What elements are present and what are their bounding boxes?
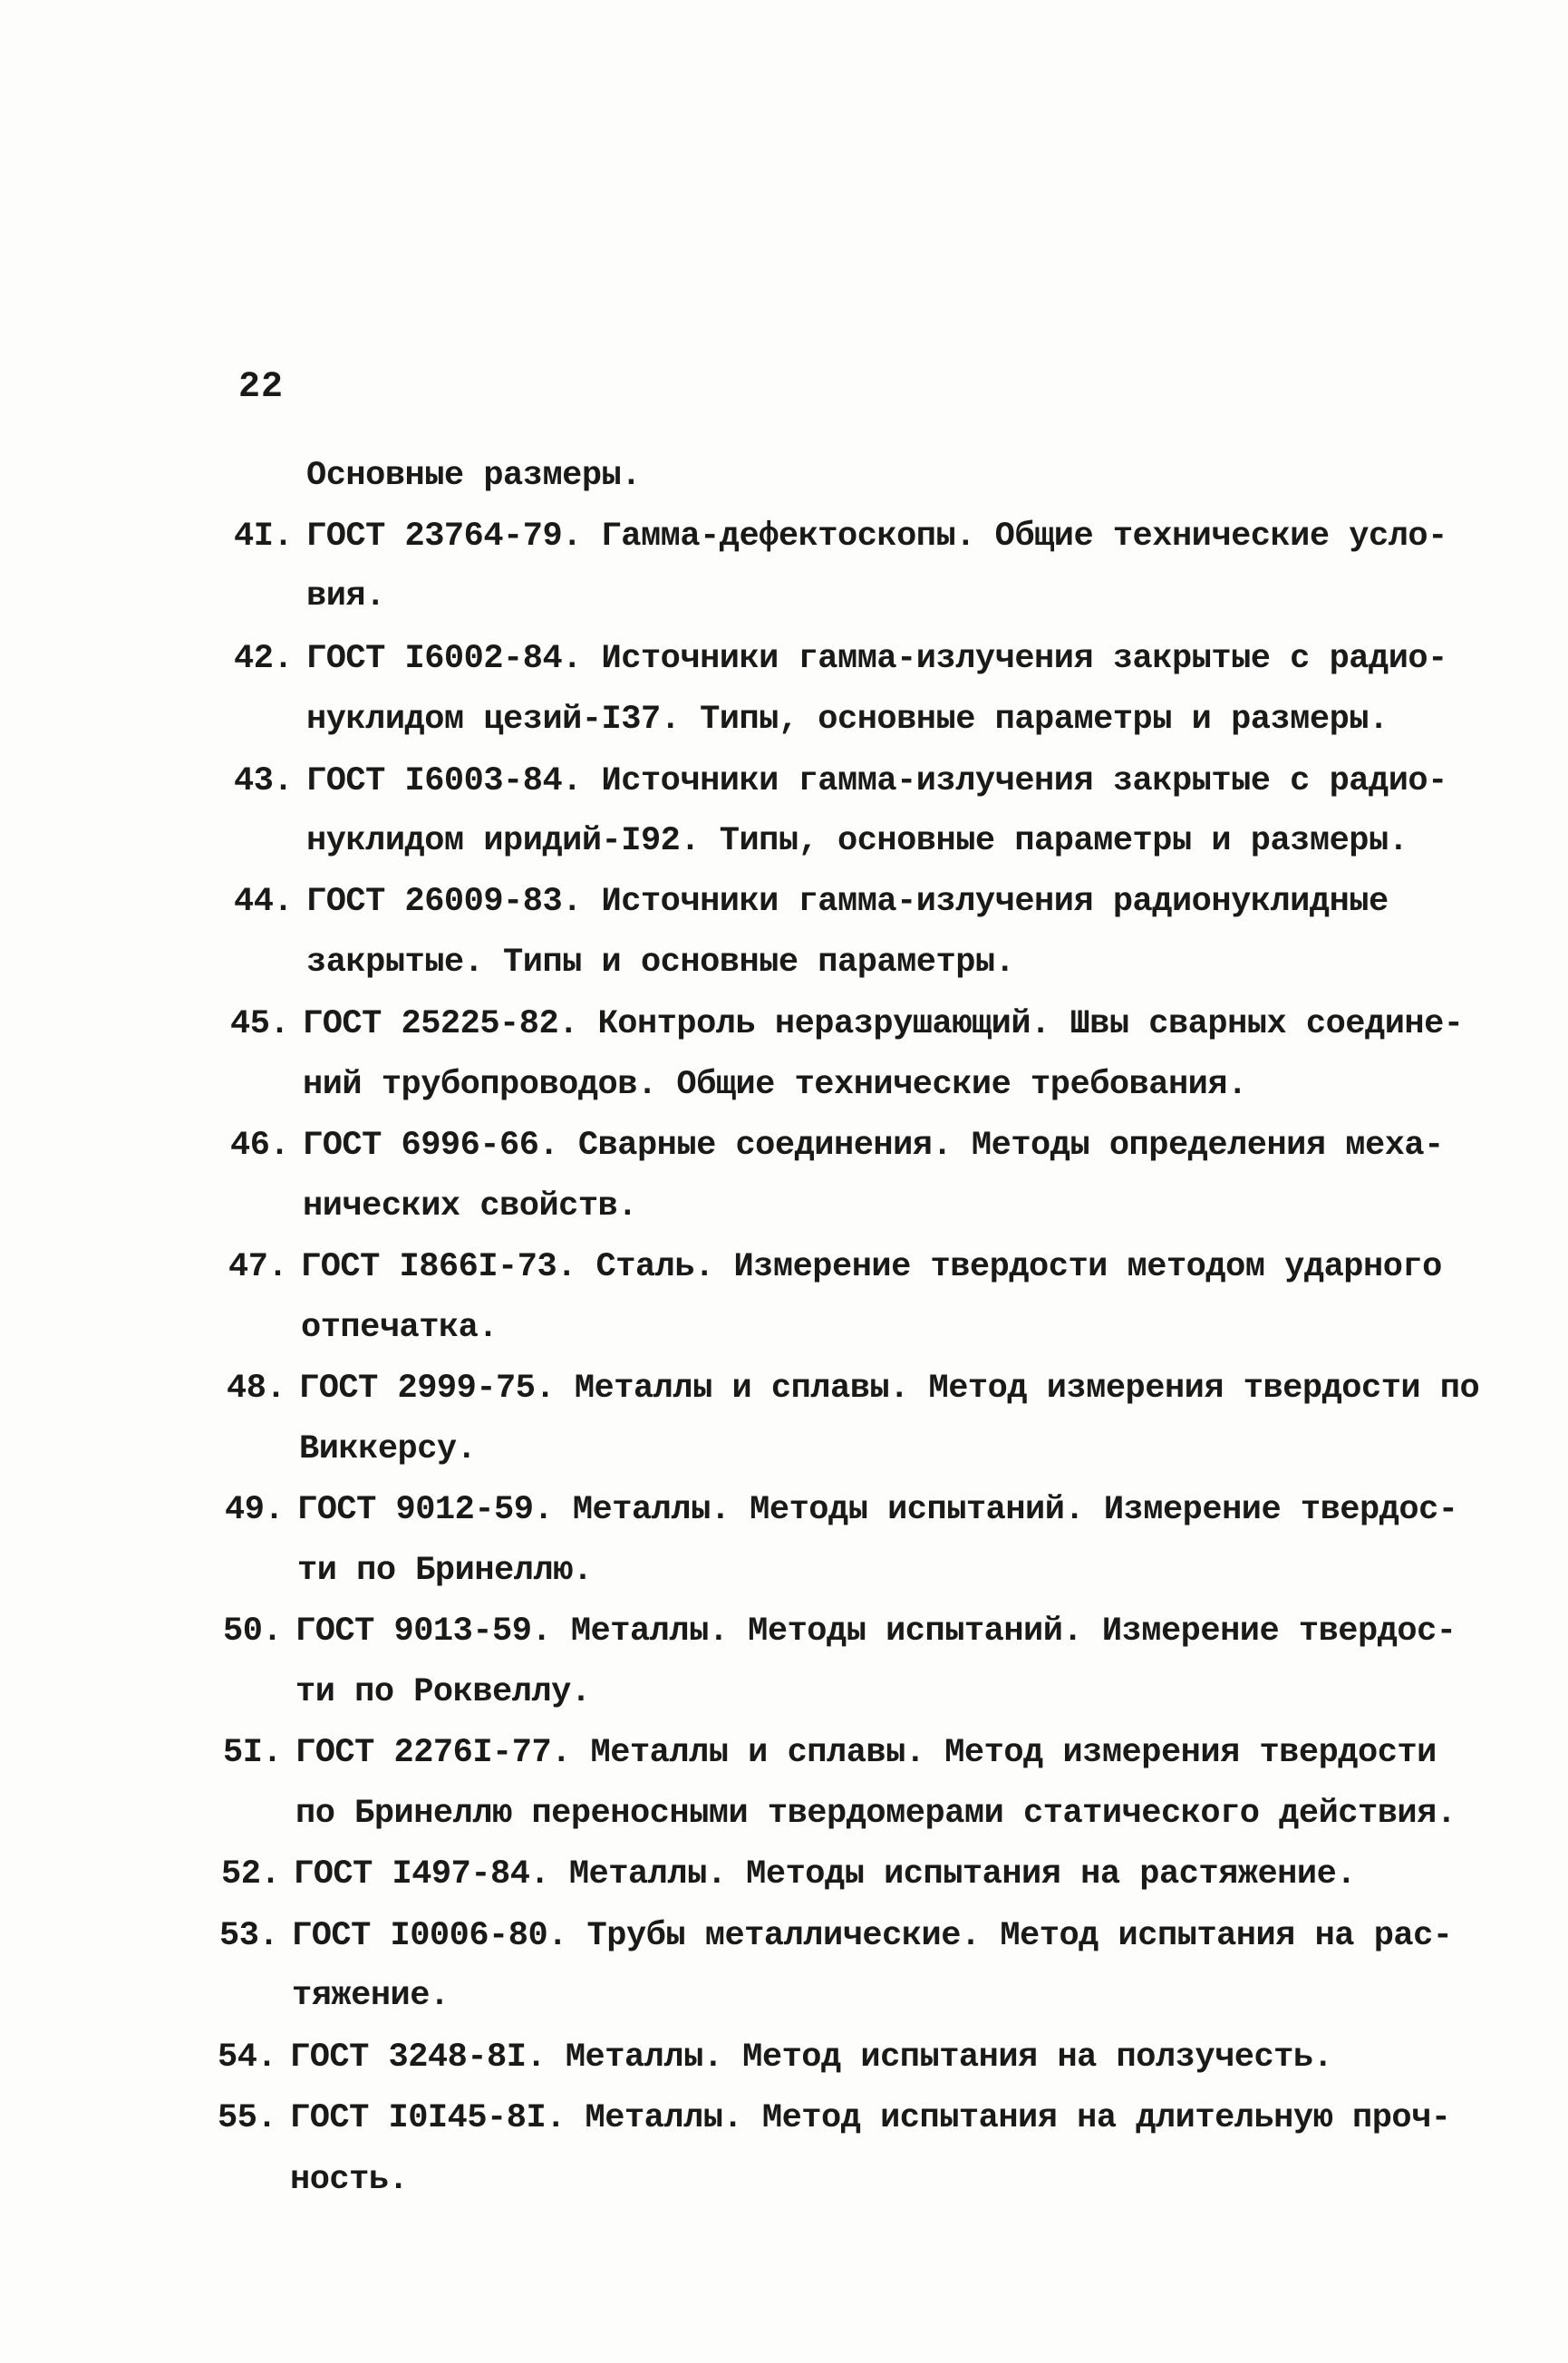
list-item-text: ГОСТ I6003-84. Источники гамма-излучения закрытые с радио- — [306, 762, 1447, 800]
list-item-continuation: нуклидом цезий-I37. Типы, основные параметры и размеры. — [306, 701, 1389, 739]
continuation-line: Основные размеры. — [306, 457, 641, 495]
list-item-number: 47. — [228, 1248, 288, 1286]
list-item-text: ГОСТ I0006-80. Трубы металлические. Метод испытания на рас- — [292, 1917, 1453, 1955]
list-item-text: ГОСТ 6996-66. Сварные соединения. Методы определения меха- — [303, 1127, 1444, 1165]
list-item-number: 43. — [234, 762, 294, 800]
list-item-number: 42. — [234, 640, 294, 678]
list-item-text: ГОСТ I497-84. Металлы. Методы испытания на растяжение. — [294, 1855, 1356, 1893]
page-number: 22 — [238, 367, 285, 408]
list-item-continuation: нуклидом иридий-I92. Типы, основные параметры и размеры. — [306, 822, 1408, 860]
list-item-continuation: вия. — [306, 577, 385, 615]
list-item-number: 53. — [219, 1917, 279, 1955]
list-item-text: ГОСТ 9013-59. Металлы. Методы испытаний. Измерение твердос- — [295, 1612, 1457, 1651]
list-item-text: ГОСТ 2276I-77. Металлы и сплавы. Метод измерения твердости — [295, 1734, 1437, 1772]
list-item-number: 55. — [218, 2099, 277, 2137]
list-item-text: ГОСТ 23764-79. Гамма-дефектоскопы. Общие технические усло- — [306, 518, 1447, 556]
list-item-text: ГОСТ 25225-82. Контроль неразрушающий. Швы сварных соедине- — [303, 1005, 1464, 1043]
list-item-continuation: отпечатка. — [301, 1309, 498, 1347]
list-item-text: ГОСТ 26009-83. Источники гамма-излучения радионуклидные — [306, 883, 1389, 921]
list-item-continuation: по Бринеллю переносными твердомерами статического действия. — [295, 1795, 1457, 1833]
list-item-number: 46. — [230, 1127, 290, 1165]
list-item-number: 49. — [225, 1491, 285, 1529]
list-item-number: 54. — [218, 2039, 277, 2077]
list-item-continuation: Виккерсу. — [299, 1430, 477, 1468]
list-item-continuation: нических свойств. — [303, 1187, 637, 1225]
list-item-continuation: ти по Роквеллу. — [295, 1673, 591, 1711]
list-item-number: 45. — [230, 1005, 290, 1043]
list-item-continuation: ний трубопроводов. Общие технические требования. — [303, 1066, 1247, 1104]
list-item-continuation: ность. — [290, 2161, 409, 2199]
list-item-number: 52. — [221, 1855, 281, 1893]
list-item-number: 4I. — [234, 518, 294, 556]
list-item-number: 5I. — [223, 1734, 283, 1772]
list-item-text: ГОСТ 2999-75. Металлы и сплавы. Метод измерения твердости по — [299, 1370, 1480, 1408]
list-item-text: ГОСТ I6002-84. Источники гамма-излучения закрытые с радио- — [306, 640, 1447, 678]
list-item-continuation: закрытые. Типы и основные параметры. — [306, 944, 1015, 982]
list-item-text: ГОСТ 9012-59. Металлы. Методы испытаний. Измерение твердос- — [297, 1491, 1458, 1529]
list-item-continuation: ти по Бринеллю. — [297, 1552, 593, 1590]
list-item-number: 48. — [227, 1370, 286, 1408]
list-item-number: 50. — [223, 1612, 283, 1651]
list-item-text: ГОСТ I866I-73. Сталь. Измерение твердости методом ударного — [301, 1248, 1442, 1286]
list-item-text: ГОСТ 3248-8I. Металлы. Метод испытания на ползучесть. — [290, 2039, 1333, 2077]
list-item-continuation: тяжение. — [292, 1977, 450, 2015]
list-item-number: 44. — [234, 883, 294, 921]
list-item-text: ГОСТ I0I45-8I. Металлы. Метод испытания на длительную проч- — [290, 2099, 1451, 2137]
